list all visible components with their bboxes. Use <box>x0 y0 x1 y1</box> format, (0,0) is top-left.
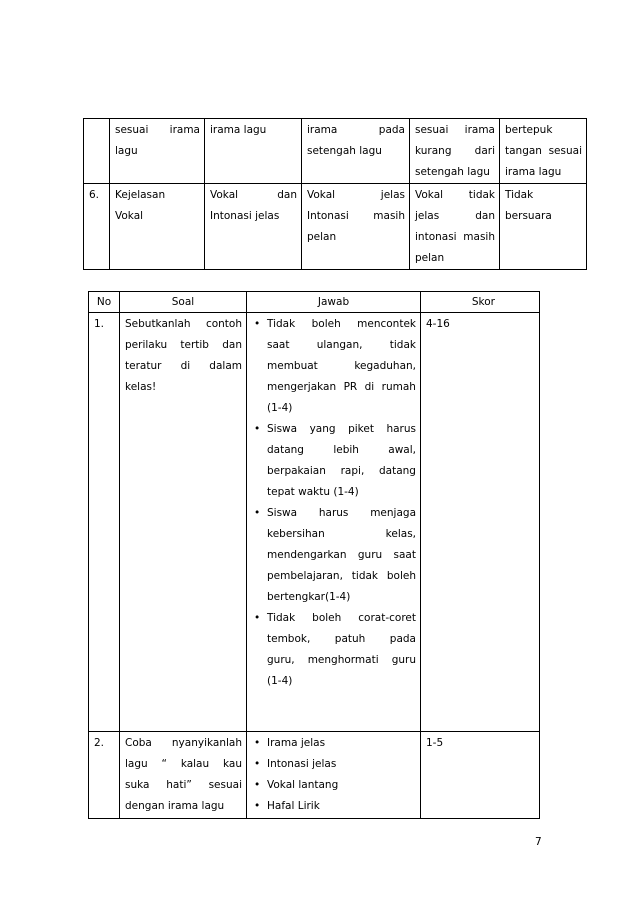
text-line: saat ulangan, tidak <box>267 339 416 351</box>
text-line: tangan sesuai <box>505 145 582 157</box>
answer-bullet-item <box>247 775 416 796</box>
text-line: (1-4) <box>267 675 293 687</box>
text-line: bersuara <box>505 210 552 222</box>
text-line: Coba nyanyikanlah <box>125 737 242 749</box>
text-line: kebersihan kelas, <box>267 528 416 540</box>
rubric-cell <box>110 119 205 184</box>
text-line: tembok, patuh pada <box>267 633 416 645</box>
text-line: Tidak boleh corat-coret <box>267 612 416 624</box>
table-row <box>84 119 587 184</box>
rubric-cell <box>205 119 302 184</box>
text-line: perilaku tertib dan <box>125 339 242 351</box>
text-line: pelan <box>415 252 445 264</box>
rubric-cell <box>410 119 500 184</box>
header-soal: Soal <box>120 292 247 313</box>
text-line: kelas! <box>125 381 157 393</box>
rubric-cell <box>410 184 500 270</box>
table-row <box>89 313 540 732</box>
answer-bullet-item <box>247 314 416 419</box>
rubric-table-continued <box>83 118 587 270</box>
bullet-icon: • <box>254 318 261 330</box>
text-line: Tidak <box>505 189 534 201</box>
text-line: Irama jelas <box>267 737 326 749</box>
answer-cell <box>247 732 421 819</box>
text-line: Intonasi jelas <box>267 758 337 770</box>
answer-bullet-item <box>247 419 416 503</box>
text-line: Tidak boleh mencontek <box>267 318 416 330</box>
bullet-icon: • <box>254 800 261 812</box>
rubric-cell <box>205 184 302 270</box>
rubric-cell <box>302 119 410 184</box>
bullet-icon: • <box>254 737 261 749</box>
text-line: Intonasi jelas <box>210 210 280 222</box>
row-number: 2. <box>89 732 120 819</box>
answer-cell <box>247 313 421 732</box>
text-line: sesuai irama <box>415 124 495 136</box>
bullet-icon: • <box>254 779 261 791</box>
table-header-row <box>89 292 540 313</box>
text-line: datang lebih awal, <box>267 444 416 456</box>
text-line: teratur di dalam <box>125 360 242 372</box>
text-line: Vokal tidak <box>415 189 495 201</box>
answer-bullet-item <box>247 733 416 754</box>
text-line: irama lagu <box>505 166 562 178</box>
question-cell <box>120 732 247 819</box>
header-jawab: Jawab <box>247 292 421 313</box>
text-line: kurang dari <box>415 145 495 157</box>
text-line: setengah lagu <box>415 166 490 178</box>
text-line: Siswa yang piket harus <box>267 423 416 435</box>
text-line: membuat kegaduhan, <box>267 360 416 372</box>
text-line: irama pada <box>307 124 405 136</box>
rubric-cell <box>500 119 587 184</box>
table-row <box>89 732 540 819</box>
text-line: intonasi masih <box>415 231 495 243</box>
text-line: sesuai irama <box>115 124 200 136</box>
bullet-icon: • <box>254 612 261 624</box>
text-line: (1-4) <box>267 402 293 414</box>
text-line: Vokal lantang <box>267 779 339 791</box>
text-line: Kejelasan <box>115 189 166 201</box>
text-line: mendengarkan guru saat <box>267 549 416 561</box>
text-line: Intonasi masih <box>307 210 405 222</box>
text-line: Vokal <box>115 210 144 222</box>
page-number: 7 <box>535 836 542 848</box>
question-table <box>88 291 540 819</box>
rubric-cell <box>500 184 587 270</box>
text-line: Siswa harus menjaga <box>267 507 416 519</box>
answer-bullet-item <box>247 608 416 692</box>
text-line: berpakaian rapi, datang <box>267 465 416 477</box>
text-line: jelas dan <box>415 210 495 222</box>
bullet-icon: • <box>254 758 261 770</box>
text-line: suka hati” sesuai <box>125 779 242 791</box>
text-line: pembelajaran, tidak boleh <box>267 570 416 582</box>
row-number: 1. <box>89 313 120 732</box>
question-cell <box>120 313 247 732</box>
text-line: irama lagu <box>210 124 267 136</box>
text-line: lagu <box>115 145 138 157</box>
text-line: Vokal jelas <box>307 189 405 201</box>
text-line: lagu “ kalau kau <box>125 758 242 770</box>
text-line: tepat waktu (1-4) <box>267 486 359 498</box>
text-line: bertengkar(1-4) <box>267 591 351 603</box>
text-line: Hafal Lirik <box>267 800 320 812</box>
header-skor: Skor <box>421 292 540 313</box>
criteria-cell <box>110 184 205 270</box>
text-line: pelan <box>307 231 337 243</box>
score-cell: 1-5 <box>421 732 540 819</box>
bullet-icon: • <box>254 507 261 519</box>
header-no: No <box>89 292 120 313</box>
text-line: Sebutkanlah contoh <box>125 318 242 330</box>
rubric-cell <box>302 184 410 270</box>
score-cell: 4-16 <box>421 313 540 732</box>
table-row <box>84 184 587 270</box>
text-line: setengah lagu <box>307 145 382 157</box>
text-line: mengerjakan PR di rumah <box>267 381 416 393</box>
text-line: guru, menghormati guru <box>267 654 416 666</box>
text-line: bertepuk <box>505 124 553 136</box>
text-line: dengan irama lagu <box>125 800 225 812</box>
answer-bullet-item <box>247 503 416 608</box>
answer-bullet-item <box>247 796 416 817</box>
text-line: Vokal dan <box>210 189 297 201</box>
row-number <box>84 119 110 184</box>
row-number: 6. <box>84 184 110 270</box>
answer-bullet-item <box>247 754 416 775</box>
bullet-icon: • <box>254 423 261 435</box>
